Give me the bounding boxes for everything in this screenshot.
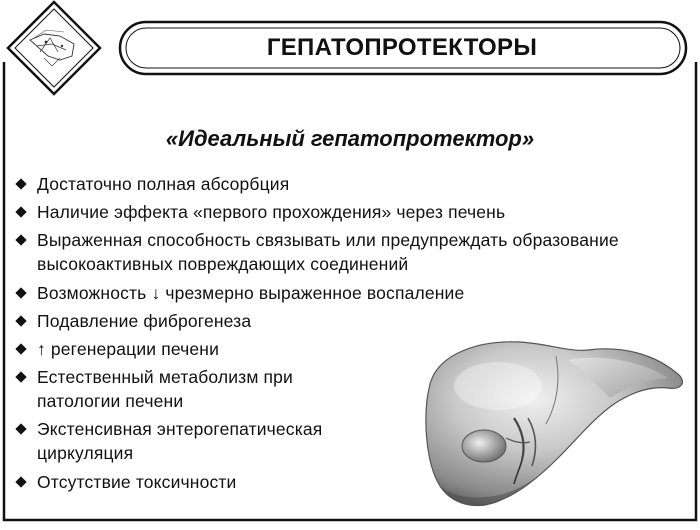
liver-illustration-icon xyxy=(418,326,690,516)
diamond-bullet-icon xyxy=(15,235,26,246)
diamond-bullet-icon xyxy=(15,315,26,326)
diamond-sketch-logo-icon xyxy=(8,2,100,94)
list-item xyxy=(14,228,674,276)
list-item-text: Выраженная способность связывать или предупреждать образование высокоактивных повреждающих соединений xyxy=(37,230,619,275)
list-item-text: Достаточно полная абсорбция xyxy=(37,174,290,194)
diamond-bullet-icon xyxy=(15,287,26,298)
list-item xyxy=(14,281,674,305)
diamond-bullet-icon xyxy=(15,476,26,487)
diamond-bullet-icon xyxy=(15,207,26,218)
list-item-text: Наличие эффекта «первого прохождения» через печень xyxy=(37,202,506,223)
list-item-text: ↑ регенерации печени xyxy=(37,338,220,359)
diamond-bullet-icon xyxy=(15,343,26,354)
list-item-text: Экстенсивная энтерогепатическая циркуляция xyxy=(37,419,323,464)
page-title: ГЕПАТОПРОТЕКТОРЫ xyxy=(266,34,538,61)
diamond-bullet-icon xyxy=(15,371,26,382)
list-item xyxy=(14,172,674,196)
section-subtitle: «Идеальный гепатопротектор» xyxy=(165,126,535,151)
diamond-bullet-icon xyxy=(15,178,26,189)
list-item-text: Возможность ↓ чрезмерно выраженное воспаление xyxy=(37,282,465,303)
list-item-text: Подавление фиброгенеза xyxy=(37,310,252,331)
list-item-text: Естественный метаболизм при патологии печени xyxy=(37,367,293,412)
list-item xyxy=(14,200,674,224)
list-item-text: Отсутствие токсичности xyxy=(37,471,237,492)
diamond-bullet-icon xyxy=(15,424,26,435)
